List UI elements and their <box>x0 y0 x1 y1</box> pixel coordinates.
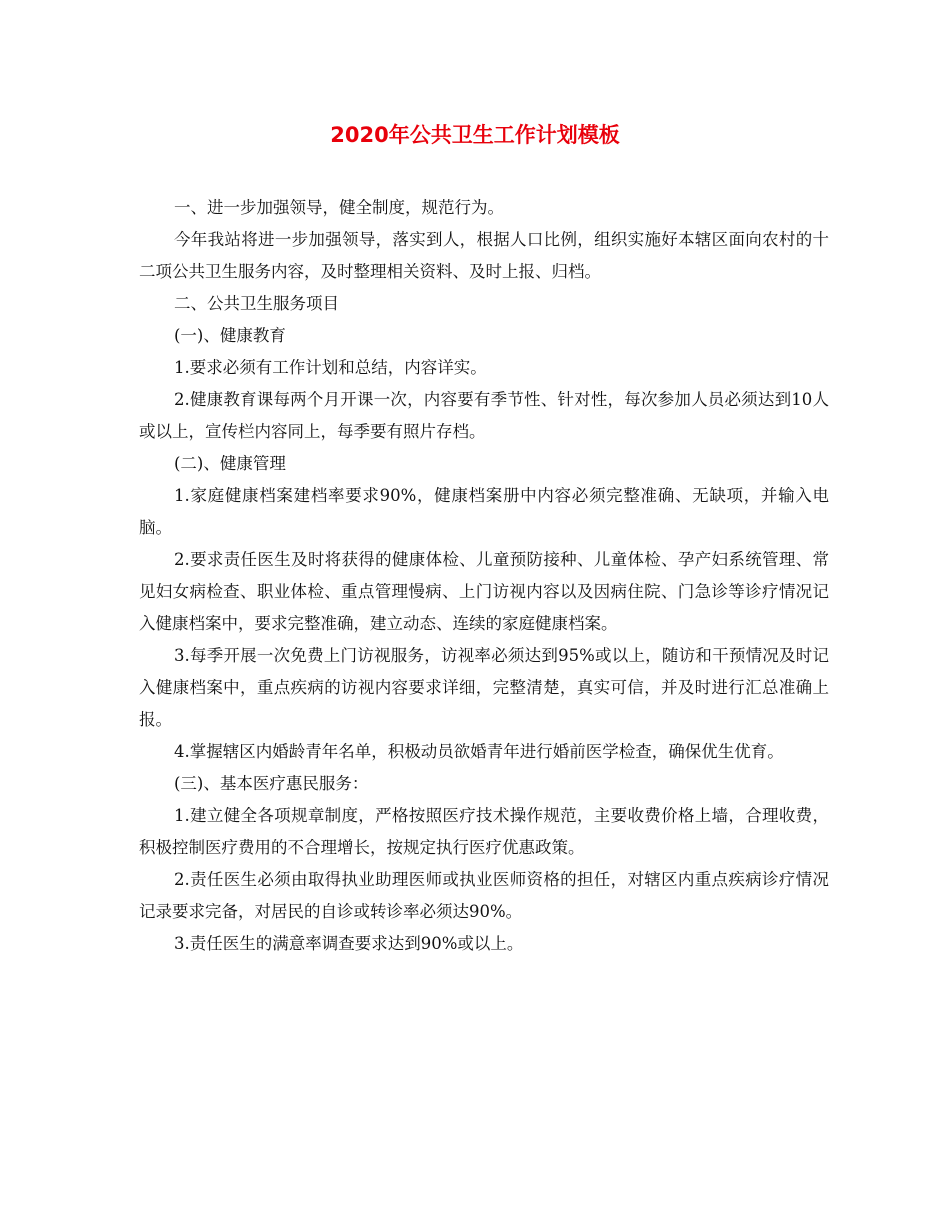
paragraph-heading-2: 二、公共卫生服务项目 <box>174 294 339 313</box>
paragraph: 3.责任医生的满意率调查要求达到90%或以上。 <box>174 934 524 953</box>
paragraph: 3.每季开展一次免费上门访视服务，访视率必须达到95%或以上，随访和干预情况及时记入健康档案中，重点疾病的访视内容要求详细，完整清楚，真实可信，并及时进行汇总准确上报。 <box>139 646 829 729</box>
document-body <box>139 192 829 960</box>
paragraph-subheading: (二)、健康管理 <box>174 454 286 473</box>
paragraph-subheading: (三)、基本医疗惠民服务： <box>174 774 369 793</box>
paragraph: 4.掌握辖区内婚龄青年名单，积极动员欲婚青年进行婚前医学检查，确保优生优育。 <box>174 742 784 761</box>
paragraph: 2.责任医生必须由取得执业助理医师或执业医师资格的担任，对辖区内重点疾病诊疗情况记录要求完备，对居民的自诊或转诊率必须达90%。 <box>139 870 829 921</box>
paragraph: 1.要求必须有工作计划和总结，内容详实。 <box>174 358 487 377</box>
paragraph: 今年我站将进一步加强领导，落实到人，根据人口比例，组织实施好本辖区面向农村的十二项公共卫生服务内容，及时整理相关资料、及时上报、归档。 <box>139 230 829 281</box>
paragraph-heading-1: 一、进一步加强领导，健全制度，规范行为。 <box>174 198 504 217</box>
paragraph: 1.建立健全各项规章制度，严格按照医疗技术操作规范，主要收费价格上墙，合理收费，积极控制医疗费用的不合理增长，按规定执行医疗优惠政策。 <box>139 806 829 857</box>
document-title: 2020年公共卫生工作计划模板 <box>330 123 620 147</box>
paragraph: 2.健康教育课每两个月开课一次，内容要有季节性、针对性，每次参加人员必须达到10人或以上，宣传栏内容同上，每季要有照片存档。 <box>139 390 829 441</box>
paragraph: 1.家庭健康档案建档率要求90%，健康档案册中内容必须完整准确、无缺项，并输入电脑。 <box>139 486 829 537</box>
paragraph-subheading: (一)、健康教育 <box>174 326 286 345</box>
paragraph: 2.要求责任医生及时将获得的健康体检、儿童预防接种、儿童体检、孕产妇系统管理、常见妇女病检查、职业体检、重点管理慢病、上门访视内容以及因病住院、门急诊等诊疗情况记入健康档案中，要求完整准确，建立动态、连续的家庭健康档案。 <box>139 550 829 633</box>
